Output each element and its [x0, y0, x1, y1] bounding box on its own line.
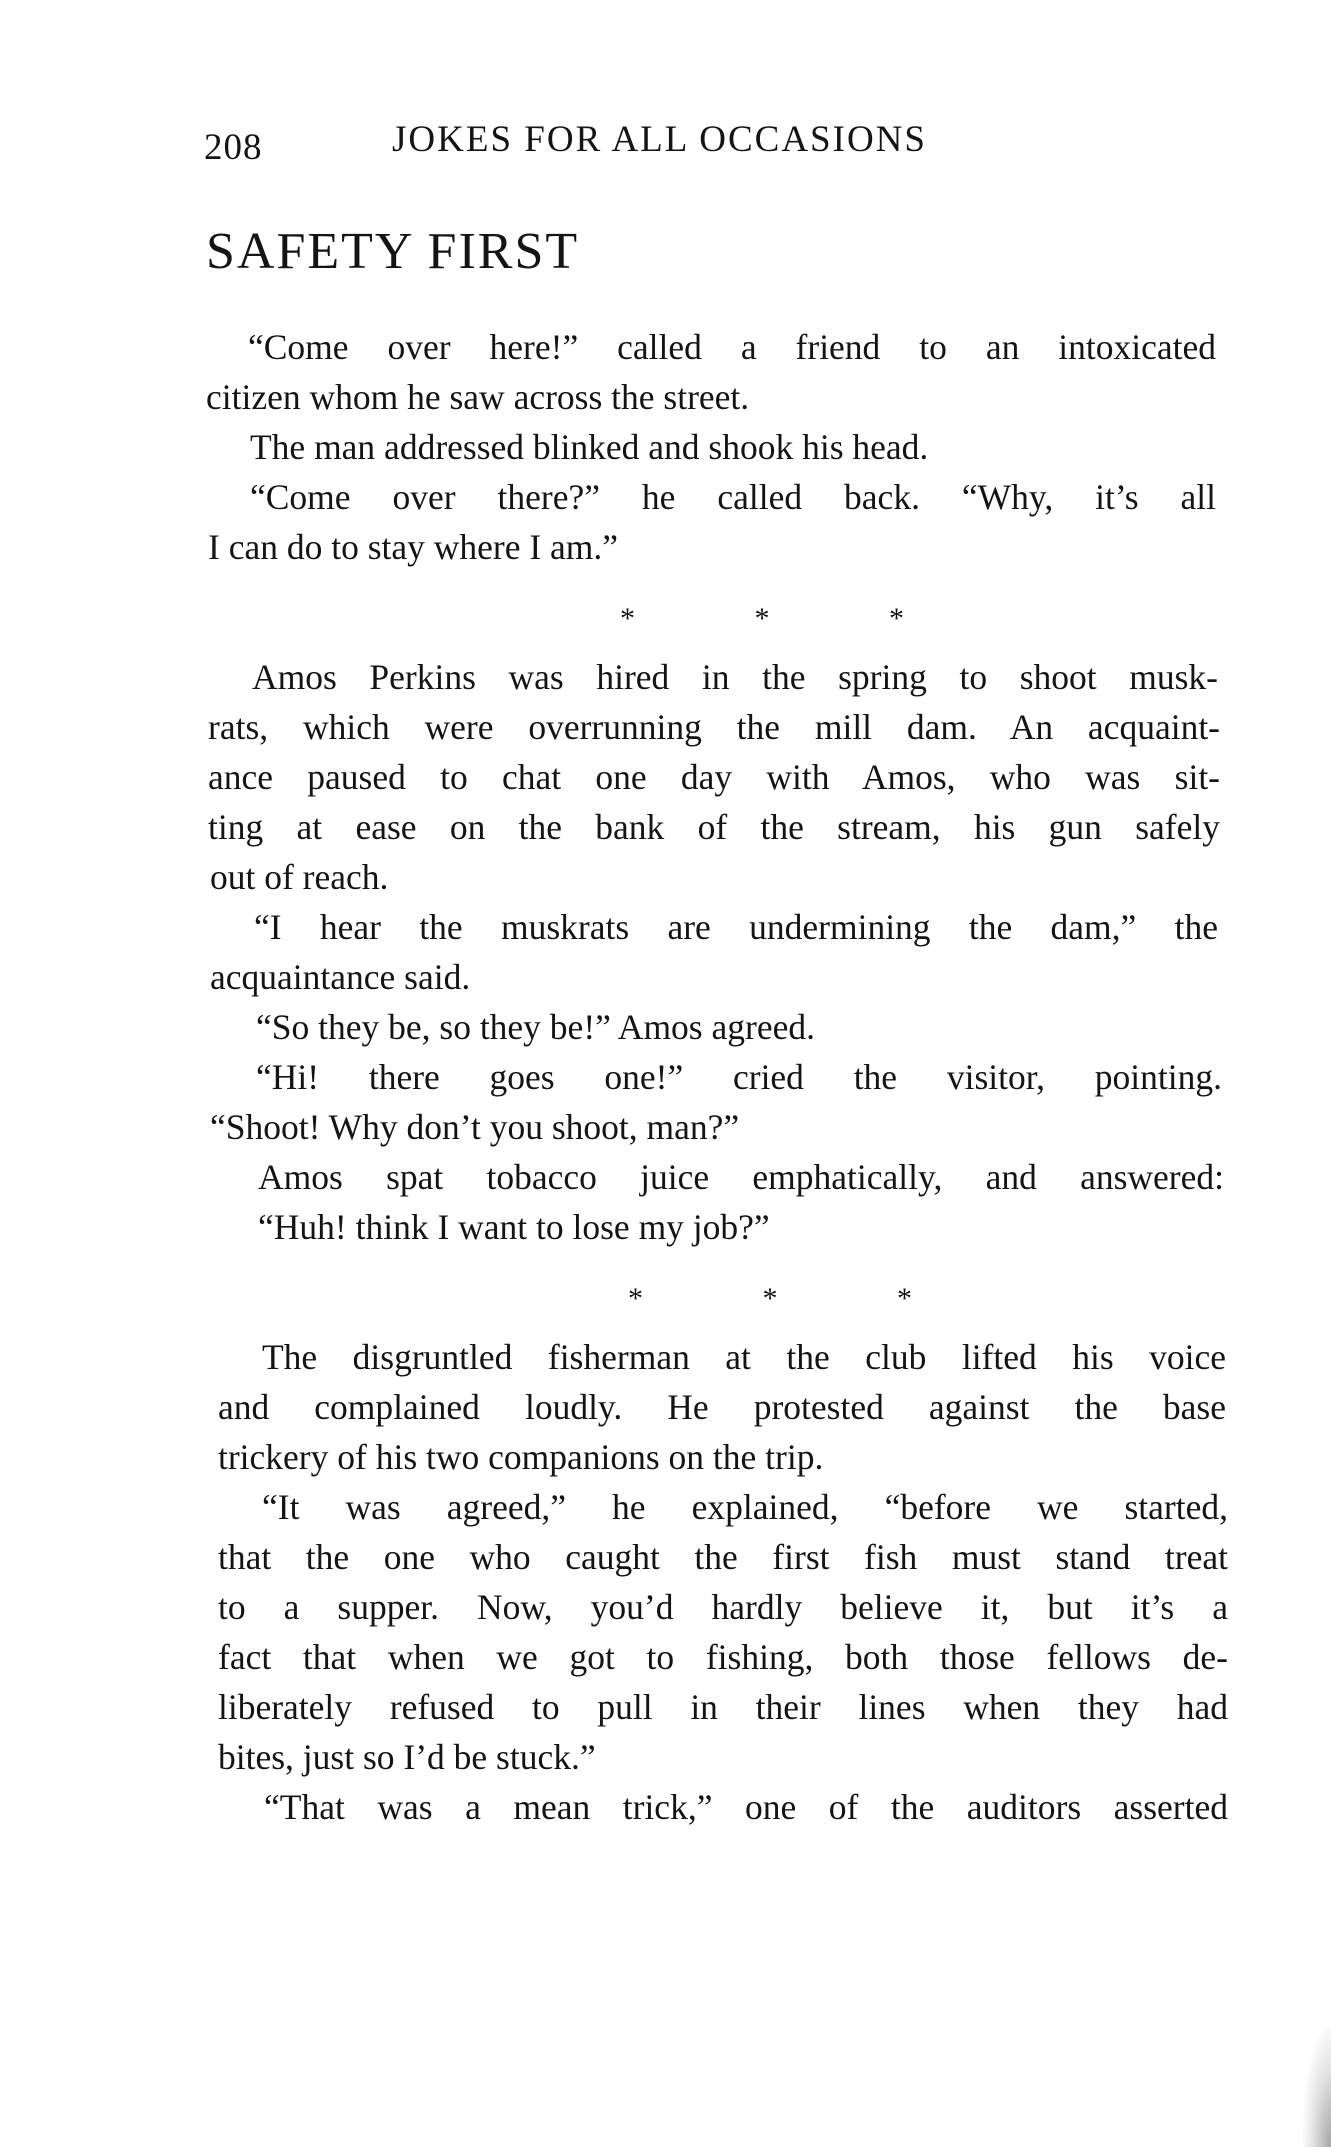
- text-line: Amos spat tobacco juice emphatically, and answered:: [258, 1157, 1224, 1197]
- text-line: fact that when we got to fishing, both those fellows de-: [218, 1637, 1228, 1677]
- text-line: “Come over there?” he called back. “Why, it’s all: [250, 477, 1216, 517]
- text-line: liberately refused to pull in their lines when they had: [218, 1687, 1228, 1727]
- text-line: I can do to stay where I am.”: [208, 527, 619, 567]
- text-line: out of reach.: [210, 857, 389, 897]
- text-line: “Hi! there goes one!” cried the visitor, pointing.: [256, 1057, 1222, 1097]
- text-line: “Huh! think I want to lose my job?”: [258, 1207, 770, 1247]
- text-line: bites, just so I’d be stuck.”: [218, 1737, 596, 1777]
- section-title: SAFETY FIRST: [206, 223, 580, 280]
- text-line: “It was agreed,” he explained, “before we started,: [262, 1487, 1228, 1527]
- section-divider: * * *: [628, 1282, 968, 1315]
- text-line: to a supper. Now, you’d hardly believe it, but it’s a: [218, 1587, 1228, 1627]
- page-number: 208: [204, 127, 263, 168]
- text-line: “So they be, so they be!” Amos agreed.: [256, 1007, 815, 1047]
- page-edge-smudge: [1303, 2027, 1331, 2147]
- text-line: “That was a mean trick,” one of the auditors asserted: [264, 1787, 1228, 1827]
- text-line: acquaintance said.: [210, 957, 471, 997]
- text-line: and complained loudly. He protested against the base: [218, 1387, 1226, 1427]
- text-line: Amos Perkins was hired in the spring to shoot musk-: [252, 657, 1218, 697]
- running-head: [204, 118, 1024, 168]
- text-line: ting at ease on the bank of the stream, his gun safely: [208, 807, 1220, 847]
- text-line: The man addressed blinked and shook his head.: [250, 427, 929, 467]
- text-line: “Shoot! Why don’t you shoot, man?”: [210, 1107, 740, 1147]
- text-line: trickery of his two companions on the trip.: [218, 1437, 824, 1477]
- text-line: ance paused to chat one day with Amos, who was sit-: [208, 757, 1220, 797]
- text-line: “I hear the muskrats are undermining the dam,” the: [254, 907, 1218, 947]
- text-line: “Come over here!” called a friend to an intoxicated: [248, 327, 1216, 367]
- text-line: The disgruntled fisherman at the club lifted his voice: [262, 1337, 1226, 1377]
- text-line: citizen whom he saw across the street.: [206, 377, 750, 417]
- book-title: JOKES FOR ALL OCCASIONS: [392, 119, 927, 160]
- section-divider: * * *: [620, 602, 960, 635]
- text-line: rats, which were overrunning the mill dam. An acquaint-: [208, 707, 1220, 747]
- text-line: that the one who caught the first fish must stand treat: [218, 1537, 1228, 1577]
